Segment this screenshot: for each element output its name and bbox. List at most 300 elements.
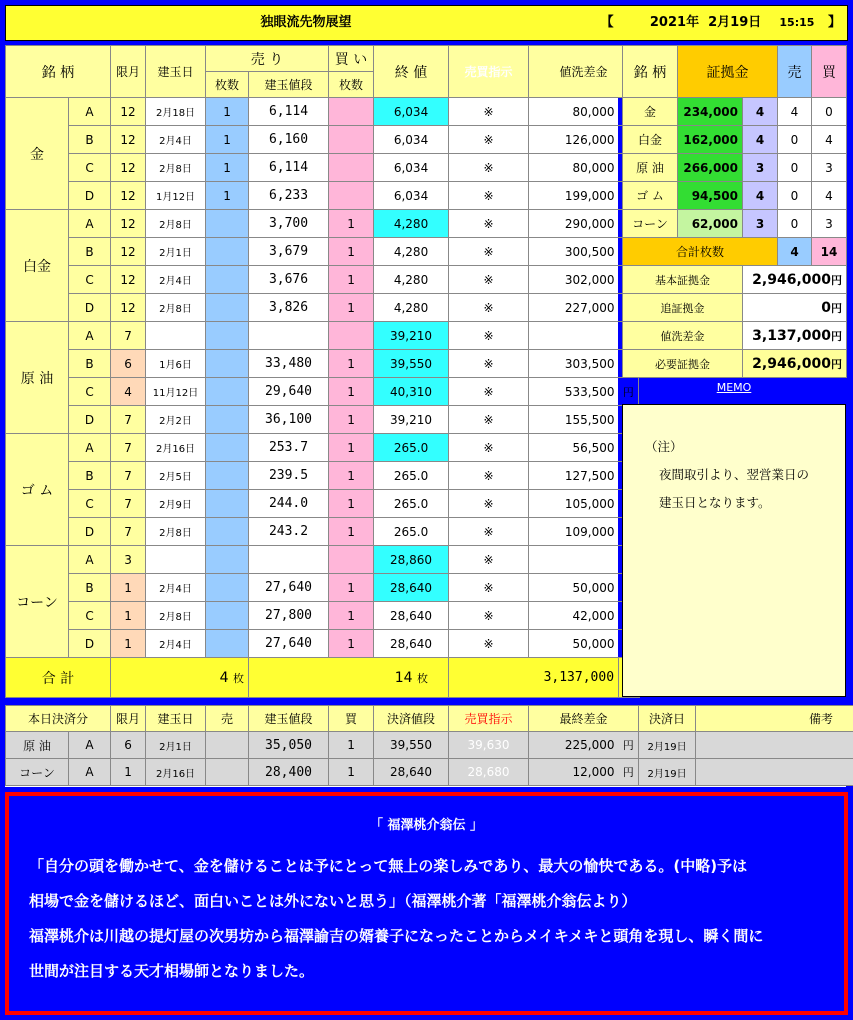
memo-box (622, 404, 846, 697)
position-row (6, 602, 639, 630)
margin-buy: 4 (812, 126, 847, 154)
open-date: 2月8日 (146, 210, 206, 238)
diff-value: 109,000 (529, 518, 619, 546)
open-date: 2月4日 (146, 266, 206, 294)
margin-sell: 0 (778, 210, 812, 238)
memo-line: 夜間取引より、翌営業日の (659, 467, 810, 482)
sell-count (206, 350, 249, 378)
settle-buy: 1 (329, 732, 374, 759)
instruction: ※ (449, 378, 529, 406)
close-price: 4,280 (374, 210, 449, 238)
settle-instruction: 39,630 (449, 732, 529, 759)
month: 12 (111, 238, 146, 266)
sell-count (206, 294, 249, 322)
settle-series: A (69, 732, 111, 759)
close-price: 39,210 (374, 322, 449, 350)
quote-line: 世間が注目する天才相場師となりました。 (29, 962, 315, 980)
close-price: 40,310 (374, 378, 449, 406)
settle-brand: コーン (6, 759, 69, 786)
instruction: ※ (449, 266, 529, 294)
diff-value: 127,500 (529, 462, 619, 490)
open-date: 1月6日 (146, 350, 206, 378)
settle-yen: 円 (619, 759, 639, 786)
month: 12 (111, 294, 146, 322)
close-price: 28,640 (374, 630, 449, 658)
summary-yen: 円 (831, 273, 842, 287)
settle-open-date: 2月16日 (146, 759, 206, 786)
month: 12 (111, 210, 146, 238)
sell-count: 1 (206, 154, 249, 182)
date-time: 【 2021年 2月19日 15:15 】 (600, 15, 841, 30)
position-row (6, 238, 639, 266)
series: C (69, 266, 111, 294)
series: D (69, 518, 111, 546)
s-col-note: 備考 (696, 706, 853, 732)
settle-date: 2月19日 (639, 732, 696, 759)
sell-count (206, 602, 249, 630)
buy-count: 1 (329, 490, 374, 518)
series: B (69, 574, 111, 602)
instruction: ※ (449, 518, 529, 546)
summary-label: 追証拠金 (623, 294, 743, 322)
position-row (6, 210, 639, 238)
buy-count: 1 (329, 462, 374, 490)
margin-sell: 0 (778, 126, 812, 154)
open-date (146, 322, 206, 350)
summary-label: 値洗差金 (623, 322, 743, 350)
col-open-date: 建玉日 (146, 46, 206, 98)
position-row (6, 462, 639, 490)
month: 7 (111, 406, 146, 434)
sell-count (206, 518, 249, 546)
margin-brand: 原 油 (623, 154, 678, 182)
close-price: 4,280 (374, 266, 449, 294)
series: D (69, 294, 111, 322)
settle-sell (206, 759, 249, 786)
settle-price: 39,550 (374, 732, 449, 759)
total-diff: 3,137,000 (449, 658, 619, 698)
margin-row (623, 210, 847, 238)
diff-value: 42,000 (529, 602, 619, 630)
buy-count (329, 154, 374, 182)
position-row (6, 182, 639, 210)
brand-name: コーン (6, 546, 69, 658)
margin-amount: 94,500 (678, 182, 743, 210)
diff-value: 290,000 (529, 210, 619, 238)
close-price: 265.0 (374, 490, 449, 518)
s-col-final-diff: 最終差金 (529, 706, 639, 732)
close-price: 6,034 (374, 182, 449, 210)
quote-box (5, 792, 848, 1015)
open-price: 27,800 (249, 602, 329, 630)
month: 1 (111, 630, 146, 658)
sell-count (206, 322, 249, 350)
summary-row (623, 350, 847, 378)
position-row (6, 406, 639, 434)
s-col-buy: 買 (329, 706, 374, 732)
s-col-settle-price: 決済値段 (374, 706, 449, 732)
instruction: ※ (449, 490, 529, 518)
col-sell: 売 り (206, 46, 329, 72)
m-total-sell: 4 (778, 238, 812, 266)
close-price: 6,034 (374, 98, 449, 126)
position-row (6, 574, 639, 602)
open-date: 2月4日 (146, 126, 206, 154)
month: 12 (111, 98, 146, 126)
buy-count: 1 (329, 238, 374, 266)
open-price: 3,826 (249, 294, 329, 322)
memo-link[interactable]: MEMO (716, 381, 752, 394)
buy-count: 1 (329, 518, 374, 546)
series: A (69, 322, 111, 350)
open-date: 2月4日 (146, 630, 206, 658)
settle-price: 28,640 (374, 759, 449, 786)
diff-value: 303,500 (529, 350, 619, 378)
instruction: ※ (449, 238, 529, 266)
month: 1 (111, 574, 146, 602)
margin-brand: コーン (623, 210, 678, 238)
instruction: ※ (449, 630, 529, 658)
diff-value: 302,000 (529, 266, 619, 294)
settle-note (696, 759, 853, 786)
close-price: 265.0 (374, 462, 449, 490)
margin-brand: 金 (623, 98, 678, 126)
diff-value: 227,000 (529, 294, 619, 322)
month: 12 (111, 182, 146, 210)
col-close: 終 値 (374, 46, 449, 98)
instruction: ※ (449, 294, 529, 322)
settle-open-price: 35,050 (249, 732, 329, 759)
summary-label: 必要証拠金 (623, 350, 743, 378)
settle-brand: 原 油 (6, 732, 69, 759)
series: A (69, 210, 111, 238)
settle-open-price: 28,400 (249, 759, 329, 786)
diff-value (529, 546, 619, 574)
month: 7 (111, 434, 146, 462)
open-date: 2月9日 (146, 490, 206, 518)
series: B (69, 350, 111, 378)
instruction: ※ (449, 154, 529, 182)
instruction: ※ (449, 126, 529, 154)
col-buy-count: 枚数 (329, 72, 374, 98)
buy-count (329, 126, 374, 154)
series: C (69, 378, 111, 406)
summary-value: 2,946,000円 (743, 266, 847, 294)
s-col-sell: 売 (206, 706, 249, 732)
instruction: ※ (449, 434, 529, 462)
settle-final-diff: 225,000 (529, 732, 619, 759)
sell-count (206, 490, 249, 518)
position-row (6, 490, 639, 518)
position-row (6, 126, 639, 154)
open-date: 2月8日 (146, 294, 206, 322)
margin-lots: 3 (743, 154, 778, 182)
settlement-panel (5, 705, 846, 787)
diff-value: 50,000 (529, 630, 619, 658)
margin-table (622, 45, 847, 378)
sell-count: 1 (206, 182, 249, 210)
margin-buy: 3 (812, 154, 847, 182)
buy-count (329, 182, 374, 210)
position-row (6, 322, 639, 350)
series: C (69, 602, 111, 630)
page-title: 独眼流先物展望 (260, 15, 352, 30)
buy-count: 1 (329, 602, 374, 630)
col-instruction: 売買指示 (449, 46, 529, 98)
diff-value: 533,500 (529, 378, 619, 406)
month: 7 (111, 322, 146, 350)
quote-line: 相場で金を儲けるほど、面白いことは外にないと思う」（福澤桃介著「福澤桃介翁伝より） (29, 892, 637, 910)
series: D (69, 406, 111, 434)
margin-amount: 234,000 (678, 98, 743, 126)
margin-sell: 0 (778, 154, 812, 182)
margin-amount: 62,000 (678, 210, 743, 238)
diff-value: 80,000 (529, 98, 619, 126)
total-sell: 4 枚 (111, 658, 249, 698)
open-date: 2月2日 (146, 406, 206, 434)
open-price: 3,676 (249, 266, 329, 294)
settle-row (6, 759, 853, 786)
settle-buy: 1 (329, 759, 374, 786)
open-date (146, 546, 206, 574)
diff-value: 105,000 (529, 490, 619, 518)
diff-value: 56,500 (529, 434, 619, 462)
margin-buy: 0 (812, 98, 847, 126)
col-open-price: 建玉値段 (249, 72, 329, 98)
open-date: 1月12日 (146, 182, 206, 210)
open-date: 2月8日 (146, 518, 206, 546)
s-col-label: 本日決済分 (6, 706, 111, 732)
open-price: 3,679 (249, 238, 329, 266)
brand-name: 金 (6, 98, 69, 210)
margin-row (623, 154, 847, 182)
buy-count: 1 (329, 350, 374, 378)
open-price: 33,480 (249, 350, 329, 378)
margin-buy: 4 (812, 182, 847, 210)
month: 7 (111, 518, 146, 546)
summary-row (623, 294, 847, 322)
title-bar (5, 5, 848, 41)
open-price: 244.0 (249, 490, 329, 518)
open-price: 253.7 (249, 434, 329, 462)
position-row (6, 630, 639, 658)
col-brand: 銘 柄 (6, 46, 111, 98)
margin-lots: 3 (743, 210, 778, 238)
instruction: ※ (449, 406, 529, 434)
margin-amount: 162,000 (678, 126, 743, 154)
sell-count (206, 238, 249, 266)
diff-value: 126,000 (529, 126, 619, 154)
settlement-table (5, 705, 853, 786)
open-date: 2月8日 (146, 602, 206, 630)
s-col-open-price: 建玉値段 (249, 706, 329, 732)
total-label: 合 計 (6, 658, 111, 698)
close-price: 28,860 (374, 546, 449, 574)
sell-count: 1 (206, 126, 249, 154)
position-row (6, 434, 639, 462)
close-price: 28,640 (374, 602, 449, 630)
settle-date: 2月19日 (639, 759, 696, 786)
position-row (6, 98, 639, 126)
series: A (69, 546, 111, 574)
brand-name: 白金 (6, 210, 69, 322)
margin-sell: 4 (778, 98, 812, 126)
diff-value: 300,500 (529, 238, 619, 266)
open-date: 2月18日 (146, 98, 206, 126)
open-price: 27,640 (249, 574, 329, 602)
open-price: 36,100 (249, 406, 329, 434)
m-col-buy: 買 (812, 46, 847, 98)
buy-count (329, 322, 374, 350)
month: 1 (111, 602, 146, 630)
open-price: 6,114 (249, 154, 329, 182)
open-price: 6,160 (249, 126, 329, 154)
summary-yen: 円 (831, 329, 842, 343)
open-date: 11月12日 (146, 378, 206, 406)
instruction: ※ (449, 574, 529, 602)
instruction: ※ (449, 462, 529, 490)
summary-row (623, 266, 847, 294)
buy-count (329, 98, 374, 126)
open-date: 2月16日 (146, 434, 206, 462)
margin-lots: 4 (743, 98, 778, 126)
open-price (249, 546, 329, 574)
series: D (69, 182, 111, 210)
series: A (69, 434, 111, 462)
month: 7 (111, 462, 146, 490)
close-price: 28,640 (374, 574, 449, 602)
diff-value: 199,000 (529, 182, 619, 210)
open-price: 239.5 (249, 462, 329, 490)
close-price: 265.0 (374, 434, 449, 462)
margin-row (623, 182, 847, 210)
settle-month: 6 (111, 732, 146, 759)
settle-month: 1 (111, 759, 146, 786)
open-date: 2月8日 (146, 154, 206, 182)
close-price: 39,210 (374, 406, 449, 434)
instruction: ※ (449, 322, 529, 350)
series: D (69, 630, 111, 658)
summary-yen: 円 (831, 357, 842, 371)
series: C (69, 490, 111, 518)
settle-instruction: 28,680 (449, 759, 529, 786)
open-date: 2月1日 (146, 238, 206, 266)
month: 3 (111, 546, 146, 574)
open-date: 2月4日 (146, 574, 206, 602)
open-price: 6,233 (249, 182, 329, 210)
open-price (249, 322, 329, 350)
brand-name: ゴ ム (6, 434, 69, 546)
series: B (69, 238, 111, 266)
series: C (69, 154, 111, 182)
quote-line: 福澤桃介は川越の提灯屋の次男坊から福澤諭吉の婿養子になったことからメイキメキと頭角を現し、瞬く間に (29, 927, 764, 945)
sell-count (206, 434, 249, 462)
margin-row (623, 98, 847, 126)
m-col-margin: 証拠金 (678, 46, 778, 98)
col-sell-count: 枚数 (206, 72, 249, 98)
position-row (6, 154, 639, 182)
memo-line: 建玉日となります。 (659, 495, 771, 510)
margin-brand: ゴ ム (623, 182, 678, 210)
instruction: ※ (449, 210, 529, 238)
s-col-month: 限月 (111, 706, 146, 732)
margin-brand: 白金 (623, 126, 678, 154)
summary-row (623, 322, 847, 350)
positions-panel (5, 45, 634, 698)
margin-row (623, 126, 847, 154)
memo-note: （注） (645, 439, 683, 454)
month: 12 (111, 126, 146, 154)
position-row (6, 294, 639, 322)
settle-series: A (69, 759, 111, 786)
brand-name: 原 油 (6, 322, 69, 434)
margin-lots: 4 (743, 182, 778, 210)
buy-count: 1 (329, 406, 374, 434)
margin-panel (622, 45, 846, 378)
summary-yen: 円 (831, 301, 842, 315)
sell-count (206, 630, 249, 658)
close-price: 265.0 (374, 518, 449, 546)
position-row (6, 350, 639, 378)
open-price: 3,700 (249, 210, 329, 238)
margin-lots: 4 (743, 126, 778, 154)
close-price: 4,280 (374, 294, 449, 322)
month: 7 (111, 490, 146, 518)
month: 6 (111, 350, 146, 378)
buy-count: 1 (329, 378, 374, 406)
position-row (6, 266, 639, 294)
summary-value: 2,946,000円 (743, 350, 847, 378)
margin-sell: 0 (778, 182, 812, 210)
total-buy: 14 枚 (249, 658, 449, 698)
col-diff: 値洗差金 (529, 46, 639, 98)
quote-title: 「 福澤桃介翁伝 」 (369, 818, 484, 833)
margin-buy: 3 (812, 210, 847, 238)
diff-value: 155,500 (529, 406, 619, 434)
position-row (6, 546, 639, 574)
instruction: ※ (449, 350, 529, 378)
open-price: 27,640 (249, 630, 329, 658)
series: B (69, 462, 111, 490)
month: 4 (111, 378, 146, 406)
m-col-brand: 銘 柄 (623, 46, 678, 98)
settle-open-date: 2月1日 (146, 732, 206, 759)
summary-label: 基本証拠金 (623, 266, 743, 294)
sell-count (206, 378, 249, 406)
buy-count: 1 (329, 294, 374, 322)
diff-value (529, 322, 619, 350)
settle-final-diff: 12,000 (529, 759, 619, 786)
buy-count: 1 (329, 434, 374, 462)
buy-count: 1 (329, 574, 374, 602)
series: B (69, 126, 111, 154)
sell-count (206, 462, 249, 490)
month: 12 (111, 154, 146, 182)
positions-table (5, 45, 639, 698)
diff-value: 80,000 (529, 154, 619, 182)
s-col-open-date: 建玉日 (146, 706, 206, 732)
settle-sell (206, 732, 249, 759)
sell-count (206, 546, 249, 574)
col-month: 限月 (111, 46, 146, 98)
buy-count: 1 (329, 266, 374, 294)
position-row (6, 378, 639, 406)
close-price: 6,034 (374, 126, 449, 154)
open-price: 6,114 (249, 98, 329, 126)
close-price: 39,550 (374, 350, 449, 378)
diff-value: 50,000 (529, 574, 619, 602)
sell-count (206, 210, 249, 238)
